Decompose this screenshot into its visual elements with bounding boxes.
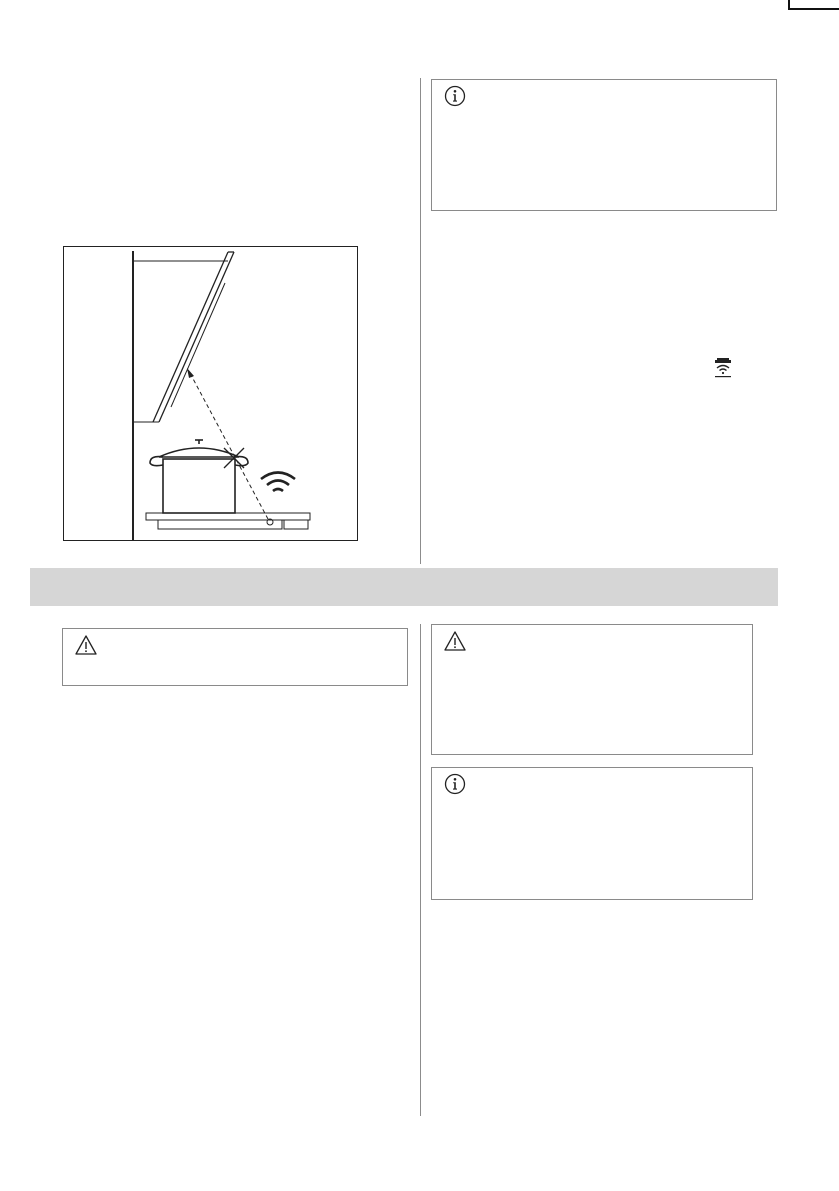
column-divider-top <box>420 78 421 564</box>
warning-note-bottom-right <box>431 624 753 755</box>
info-note-bottom-right <box>431 767 753 900</box>
hood-wifi-icon <box>712 356 734 378</box>
section-banner <box>30 568 778 606</box>
info-note-top-right <box>431 79 777 211</box>
warning-note-bottom-left <box>62 628 408 686</box>
column-divider-bottom <box>420 624 421 1116</box>
warning-icon <box>75 634 97 656</box>
illustration-drawing <box>64 247 357 540</box>
warning-icon <box>444 630 466 652</box>
hood-hob-illustration <box>63 246 358 541</box>
info-icon <box>444 85 466 107</box>
info-icon <box>444 773 466 795</box>
crop-mark-horizontal <box>790 8 839 10</box>
crop-mark-vertical <box>788 0 790 10</box>
wifi-icon <box>258 468 298 498</box>
